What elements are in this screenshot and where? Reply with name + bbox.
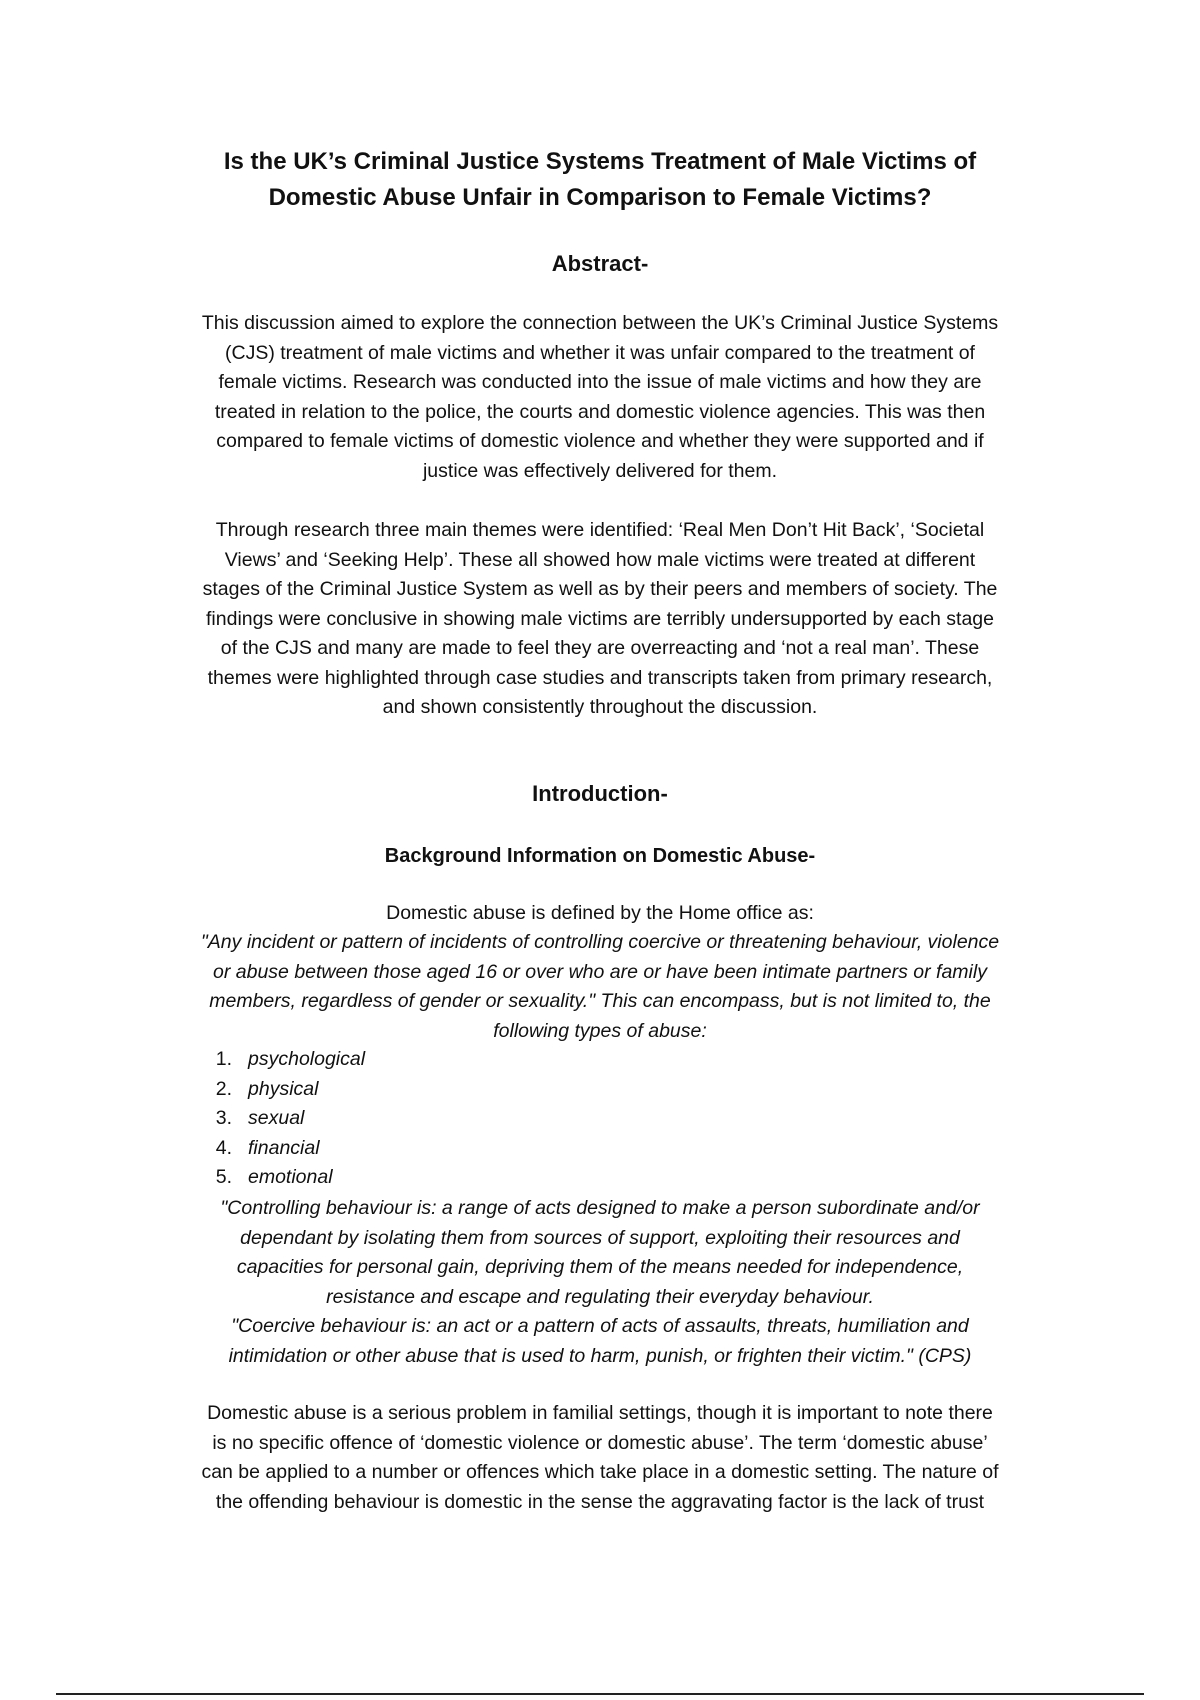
- list-number: 1.: [215, 1048, 232, 1070]
- page-divider: [56, 1693, 1144, 1695]
- text-line: Domestic abuse is defined by the Home office as:: [386, 902, 814, 924]
- text-line: resistance and escape and regulating their everyday behaviour.: [326, 1285, 874, 1308]
- text-line: dependant by isolating them from sources of support, exploiting their resources and: [240, 1226, 960, 1249]
- list-number: 5.: [215, 1166, 232, 1188]
- text-line: treated in relation to the police, the courts and domestic violence agencies. This was then: [214, 400, 986, 423]
- text-line: intimidation or other abuse that is used to harm, punish, or frighten their victim." (CPS): [228, 1344, 972, 1367]
- title-line: Domestic Abuse Unfair in Comparison to Female Victims?: [268, 184, 932, 211]
- text-line: This discussion aimed to explore the connection between the UK’s Criminal Justice Systems: [201, 312, 999, 334]
- definition-quote: [140, 928, 1060, 1046]
- text-line: can be applied to a number or offences which take place in a domestic setting. The nature of: [201, 1461, 999, 1483]
- text-line: compared to female victims of domestic violence and whether they were supported and if: [216, 430, 984, 452]
- text-line: capacities for personal gain, depriving them of the means needed for independence,: [236, 1256, 964, 1278]
- list-item: [192, 1045, 365, 1075]
- list-item: [192, 1104, 365, 1134]
- text-line: "Any incident or pattern of incidents of controlling coercive or threatening behaviour, violence: [200, 931, 1000, 953]
- text-line: "Coercive behaviour is: an act or a pattern of acts of assaults, threats, humiliation and: [231, 1315, 969, 1337]
- list-label: sexual: [248, 1107, 305, 1129]
- text-line: Domestic abuse is a serious problem in familial settings, though it is important to note there: [207, 1402, 993, 1424]
- text-line: justice was effectively delivered for them.: [422, 459, 778, 482]
- abstract-heading: Abstract-: [551, 251, 649, 276]
- text-line: the offending behaviour is domestic in the sense the aggravating factor is the lack of trust: [215, 1490, 985, 1513]
- list-item: [192, 1163, 365, 1193]
- text-line: "Controlling behaviour is: a range of acts designed to make a person subordinate and/or: [220, 1197, 980, 1219]
- background-subheading: Background Information on Domestic Abuse-: [384, 845, 816, 867]
- introduction-paragraph: [140, 1399, 1060, 1517]
- document-title: [140, 144, 1060, 216]
- text-line: following types of abuse:: [493, 1019, 707, 1042]
- abstract-paragraph-1: [140, 309, 1060, 486]
- text-line: of the CJS and many are made to feel they are overreacting and ‘not a real man’. These: [220, 637, 980, 659]
- abstract-paragraph-2: [140, 516, 1060, 723]
- text-line: is no specific offence of ‘domestic violence or domestic abuse’. The term ‘domestic abuse’: [212, 1431, 988, 1454]
- definition-lead: [140, 899, 1060, 929]
- list-number: 4.: [215, 1136, 232, 1159]
- list-label: emotional: [248, 1166, 333, 1188]
- list-label: physical: [248, 1077, 319, 1100]
- text-line: findings were conclusive in showing male victims are terribly undersupported by each stage: [206, 607, 994, 630]
- abuse-types-list: [192, 1045, 365, 1193]
- text-line: Views’ and ‘Seeking Help’. These all showed how male victims were treated at different: [224, 548, 976, 571]
- title-line: Is the UK’s Criminal Justice Systems Treatment of Male Victims of: [223, 148, 977, 175]
- text-line: and shown consistently throughout the discussion.: [382, 696, 818, 718]
- introduction-heading: Introduction-: [532, 781, 668, 806]
- list-number: 3.: [215, 1107, 232, 1129]
- text-line: female victims. Research was conducted into the issue of male victims and how they are: [218, 371, 982, 393]
- coercive-behaviour-quote: [140, 1312, 1060, 1371]
- text-line: or abuse between those aged 16 or over who are or have been intimate partners or family: [213, 960, 987, 983]
- text-line: members, regardless of gender or sexuality." This can encompass, but is not limited to, the: [209, 990, 991, 1012]
- text-line: themes were highlighted through case studies and transcripts taken from primary research,: [207, 666, 993, 689]
- text-line: (CJS) treatment of male victims and whether it was unfair compared to the treatment of: [225, 341, 975, 364]
- list-label: financial: [248, 1136, 320, 1159]
- text-line: stages of the Criminal Justice System as well as by their peers and members of society. The: [202, 578, 998, 600]
- list-label: psychological: [248, 1048, 366, 1070]
- list-number: 2.: [215, 1077, 232, 1100]
- list-item: [192, 1134, 365, 1164]
- text-line: Through research three main themes were identified: ‘Real Men Don’t Hit Back’, ‘Societal: [215, 519, 985, 541]
- list-item: [192, 1075, 365, 1105]
- controlling-behaviour-quote: [140, 1194, 1060, 1312]
